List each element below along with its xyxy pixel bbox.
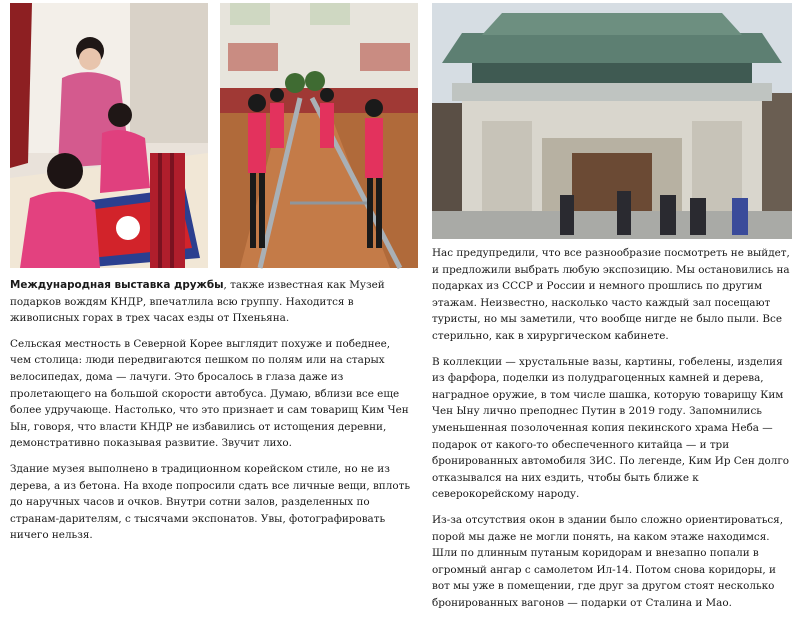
paragraph-countryside: Сельская местность в Северной Корее выглядит похуже и победнее, чем столица: люди передвигаются пешком по полям или на старых велосипедах, дома — лачуги. Это бросалось в глаза даже из пролетающего на большой скорости автобуса. Думаю, вблизи все еще более удручающе. Настолько, что это признает и сам товарищ Ким Чен Ын, говоря, что власти КНДР не избавились от истощения деревни, демонстративно показывая развитие. Звучит лихо. (10, 337, 409, 450)
photo-balance-beam-hall (220, 3, 418, 268)
paragraph-collection: В коллекции — хрустальные вазы, картины, гобелены, изделия из фарфора, поделки из полудрагоценных камней и дерева, наградное оружие, в том числе шашка, которую товарищу Ким Чен Ыну лично преподнес Путин в 2019 году. Запомнились уменьшенная позолоченная копия пекинского храма Неба — подарок от какого-то обеспеченного китайца — и три бронированных автомобиля ЗИС. По легенде, Ким Ир Сен долго отказывался на них ездить, чтобы быть ближе к северокорейскому народу. (432, 355, 790, 501)
photo-embroidery-class (10, 3, 208, 268)
paragraph-corridors: Из-за отсутствия окон в здании было сложно ориентироваться, порой мы даже не могли понять, на каком этаже находимся. Шли по длинным путаным коридорам и внезапно попали в огромный ангар с самолетом Ил-14. Потом снова коридоры, и вот мы уже в помещении, где друг за другом стоят несколько бронированных вагонов — подарки от Сталина и Мао. (432, 513, 784, 609)
paragraph-intro-text: , также известная как Музей подарков вождям КНДР, впечатлила всю группу. Находится в живописных горах в трех часах езды от Пхеньяна. (10, 279, 385, 325)
exhibition-name: Международная выставка дружбы (10, 279, 224, 291)
photo-museum-building (432, 3, 792, 239)
article-left-column (10, 277, 410, 553)
paragraph-exposition-choice: Нас предупредили, что все разнообразие посмотреть не выйдет, и предложили выбрать любую экспозицию. Мы остановились на подарках из СССР и России и немного прошлись по другим этажам. Неизвестно, насколько часто каждый зал посещают туристы, но мы заметили, что вообще нигде не было пыли. Все стерильно, как в хирургическом кабинете. (432, 247, 790, 342)
paragraph-museum-building: Здание музея выполнено в традиционном корейском стиле, но не из дерева, а из бетона. На входе попросили сдать все личные вещи, вплоть до наручных часов и очков. Внутри сотни залов, разделенных по странам-дарителям, с тысячами экспонатов. Увы, фотографировать ничего нельзя. (10, 462, 410, 542)
article-right-column (432, 245, 794, 620)
paragraph-intro (10, 277, 410, 327)
